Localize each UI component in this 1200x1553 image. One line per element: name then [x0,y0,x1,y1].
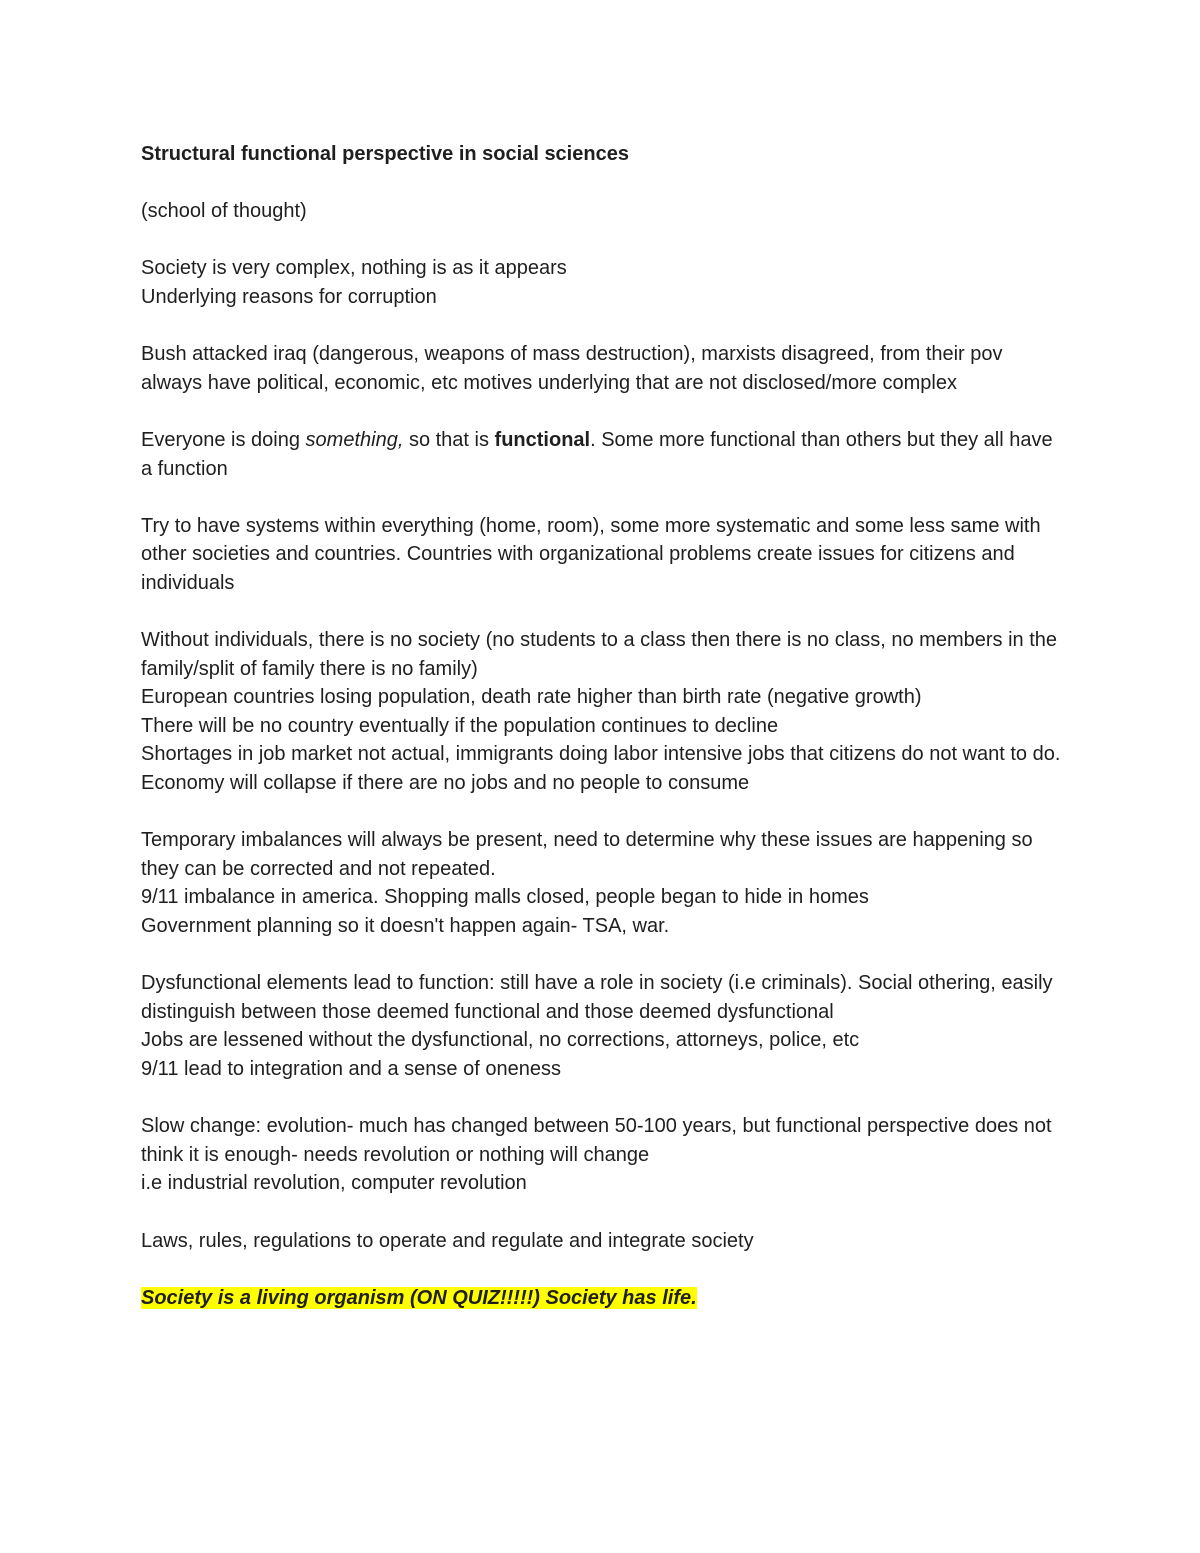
text-run: so that is [403,428,495,451]
paragraph-line: Society is very complex, nothing is as it appears [141,257,567,280]
quiz-highlight-paragraph [141,1284,1061,1313]
subtitle: (school of thought) [141,200,307,223]
paragraph-line: Government planning so it doesn't happen again- TSA, war. [141,915,670,938]
paragraph-complexity [141,254,1061,311]
paragraph-individuals [141,626,1061,798]
highlighted-text: Society is a living organism (ON QUIZ!!!!!) Society has life. [141,1286,697,1309]
italic-text: something, [305,428,404,451]
paragraph-line: Temporary imbalances will always be present, need to determine why these issues are happening so they can be corrected and not repeated. [141,829,1033,880]
paragraph-line: 9/11 lead to integration and a sense of oneness [141,1058,561,1080]
text-run: Everyone is doing [141,428,306,451]
paragraph-bush-iraq: Bush attacked iraq (dangerous, weapons of mass destruction), marxists disagreed, from their pov always have political, economic, etc motives underlying that are not disclosed/more complex [141,343,1003,394]
paragraph-line: Shortages in job market not actual, immigrants doing labor intensive jobs that citizens do not want to do. Economy will collapse if there are no jobs and no people to consume [141,743,1061,795]
paragraph-line: Dysfunctional elements lead to function: still have a role in society (i.e criminals). Social othering, easily distinguish between those deemed functional and those deemed dysfunctional [141,972,1053,1023]
paragraph-slow-change [141,1112,1061,1198]
paragraph-line: European countries losing population, death rate higher than birth rate (negative growth) [141,686,922,709]
paragraph-laws: Laws, rules, regulations to operate and regulate and integrate society [141,1229,754,1252]
bold-text: functional [494,428,591,451]
paragraph-line: Slow change: evolution- much has changed between 50-100 years, but functional perspective does not think it is enough- needs revolution or nothing will change [141,1115,1052,1166]
paragraph-systems: Try to have systems within everything (home, room), some more systematic and some less same with other societies and countries. Countries with organizational problems create issues for citizens and individuals [141,514,1041,594]
paragraph-line: There will be no country eventually if the population continues to decline [141,714,779,737]
paragraph-imbalances [141,826,1061,940]
document-body [141,140,1061,1341]
text-run: . Some more functional than others but they all have a function [141,428,1053,480]
paragraph-line: Without individuals, there is no society (no students to a class then there is no class, no members in the family/split of family there is no family) [141,629,1058,680]
paragraph-line: 9/11 imbalance in america. Shopping malls closed, people began to hide in homes [141,886,869,909]
paragraph-line: Jobs are lessened without the dysfunctional, no corrections, attorneys, police, etc [141,1029,860,1052]
paragraph-dysfunctional [141,969,1061,1083]
paragraph-line: Underlying reasons for corruption [141,285,437,308]
paragraph-functional [141,426,1061,483]
document-title: Structural functional perspective in social sciences [141,143,629,165]
paragraph-line: i.e industrial revolution, computer revolution [141,1172,527,1195]
